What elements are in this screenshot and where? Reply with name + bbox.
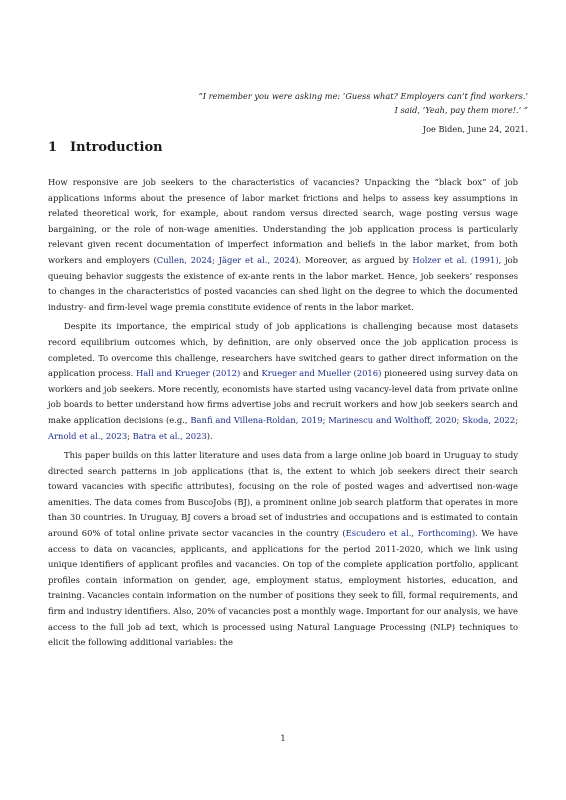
epigraph-line-2: I said, ‘Yeah, pay them more!.’ ” xyxy=(394,105,528,115)
body-text xyxy=(48,175,518,655)
citation-link[interactable]: Hall and Krueger (2012) xyxy=(135,368,241,379)
citation-link[interactable]: Holzer et al. (1991) xyxy=(412,254,499,265)
epigraph-line-1: “I remember you were asking me: ‘Guess what? Employers can’t find workers.’ xyxy=(198,91,528,101)
section-title: Introduction xyxy=(70,140,163,155)
paragraph-text: ; xyxy=(127,430,133,441)
paragraph-text: ; xyxy=(212,254,219,265)
paragraph-text: and xyxy=(240,368,262,379)
citation-link[interactable]: Skoda, 2022 xyxy=(462,414,516,425)
section-heading xyxy=(48,140,163,155)
paragraph-text: ; xyxy=(322,414,329,425)
citation-link[interactable]: Banfi and Villena-Roldan, 2019 xyxy=(190,414,323,425)
paragraph-text: Despite its importance, the empirical study of job applications is challenging because most datasets record equilibrium outcomes which, by definition, are only observed once the job application process is completed. To overcome this challenge, researchers have switched gears to gather direct information on the application process. xyxy=(48,321,518,379)
paragraph-2 xyxy=(48,319,518,444)
paragraph-text: ). We have access to data on vacancies, applicants, and applications for the period 2011-2020, which we link using unique identifiers of applicant profiles and vacancies. On top of the complete application portfolio, applicant profiles contain information on gender, age, employment status, employment histories, education, and training. Vacancies contain information on the number of positions they seek to fill, formal requirements, and firm and industry identifiers. Also, 20% of vacancies post a monthly wage. Important for our analysis, we have access to the full job ad text, which is processed using Natural Language Processing (NLP) techniques to elicit the following additional variables: the xyxy=(48,528,518,648)
paragraph-text: pioneered using survey data on workers and job seekers. More recently, economists have started using vacancy-level data from private online job boards to better understand how firms advertise jobs and recruit workers and how job seekers search and make application decisions (e.g., xyxy=(48,368,518,425)
paragraph-text: ; xyxy=(515,414,519,425)
paragraph-text: How responsive are job seekers to the characteristics of vacancies? Unpacking the “black box” of job applications informs about the presence of labor market frictions and helps to assess key assumptions in related theoretical work, for example, about random versus directed search, wage posting versus wage bargaining, or the role of non-wage amenities. Understanding the job application process is particularly relevant given recent documentation of imperfect information and beliefs in the labor market, from both workers and employers ( xyxy=(48,177,518,265)
page-number: 1 xyxy=(280,733,286,743)
citation-link[interactable]: Arnold et al., 2023 xyxy=(48,430,128,441)
citation-link[interactable]: Krueger and Mueller (2016) xyxy=(261,368,382,379)
citation-link[interactable]: Batra et al., 2023 xyxy=(132,430,207,441)
citation-link[interactable]: Marinescu and Wolthoff, 2020 xyxy=(328,414,457,425)
paragraph-text: ). Moreover, as argued by xyxy=(295,254,413,265)
paragraph-text: , job queuing behavior suggests the existence of ex-ante rents in the labor market. Hence, job seekers’ responses to changes in the characteristics of posted vacancies can shed light on the degree to which the documented industry- and firm-level wage premia constitute evidence of rents in the labor market. xyxy=(48,254,519,312)
paragraph-text: ). xyxy=(206,430,213,441)
paragraph-text: This paper builds on this latter literature and uses data from a large online job board in Uruguay to study directed search patterns in job applications (that is, the extent to which job seekers direct their search toward vacancies with specific attributes), focusing on the role of posted wages and advertised non-wage amenities. The data comes from BuscoJobs (BJ), a prominent online job search platform that operates in more than 30 countries. In Uruguay, BJ covers a broad set of industries and occupations and is estimated to contain around 60% of total online private sector vacancies in the country ( xyxy=(48,450,518,539)
paragraph-3 xyxy=(48,448,518,651)
paragraph-1 xyxy=(48,175,518,315)
citation-link[interactable]: Escudero et al., Forthcoming xyxy=(345,528,472,539)
epigraph-attribution: Joe Biden, June 24, 2021. xyxy=(422,124,528,134)
paragraph-text: ; xyxy=(456,414,463,425)
epigraph-quote xyxy=(148,89,528,117)
citation-link[interactable]: Cullen, 2024 xyxy=(156,254,213,265)
citation-link[interactable]: Jäger et al., 2024 xyxy=(218,254,296,265)
section-number: 1 xyxy=(48,140,58,155)
